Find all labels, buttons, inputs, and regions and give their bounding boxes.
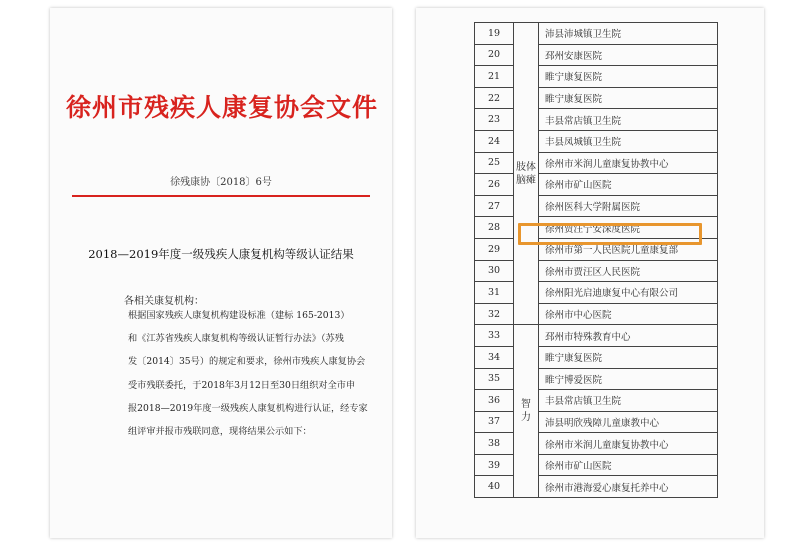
row-number: 35 xyxy=(475,368,514,390)
table-row xyxy=(475,109,718,131)
row-number: 23 xyxy=(475,109,514,131)
table-row xyxy=(475,325,718,347)
row-number: 25 xyxy=(475,152,514,174)
category-cell xyxy=(514,23,539,325)
institution-name: 徐州市贾汪区人民医院 xyxy=(539,260,718,282)
institution-name: 徐州市米润儿童康复协教中心 xyxy=(539,433,718,455)
category-label: 脑瘫 xyxy=(516,174,536,186)
row-number: 33 xyxy=(475,325,514,347)
institution-name: 睢宁博爱医院 xyxy=(539,368,718,390)
category-cell xyxy=(514,325,539,498)
row-number: 40 xyxy=(475,476,514,498)
institution-name: 徐州阳光启迪康复中心有限公司 xyxy=(539,282,718,304)
institution-name: 徐州市港海爱心康复托养中心 xyxy=(539,476,718,498)
institution-name: 沛县沛城镇卫生院 xyxy=(539,23,718,45)
institution-name: 丰县常店镇卫生院 xyxy=(539,109,718,131)
body-line: 根据国家残疾人康复机构建设标准（建标 165-2013） xyxy=(128,310,350,321)
table-row xyxy=(475,260,718,282)
row-number: 39 xyxy=(475,454,514,476)
row-number: 32 xyxy=(475,303,514,325)
row-number: 24 xyxy=(475,130,514,152)
document-salutation: 各相关康复机构： xyxy=(124,296,204,307)
table-row xyxy=(475,303,718,325)
table-row xyxy=(475,195,718,217)
institution-name: 丰县常店镇卫生院 xyxy=(539,390,718,412)
document-page-right xyxy=(416,8,764,538)
table-row xyxy=(475,44,718,66)
institution-name: 睢宁康复医院 xyxy=(539,346,718,368)
document-number: 徐残康协〔2018〕6号 xyxy=(170,177,272,188)
category-label: 肢体 xyxy=(516,161,536,173)
table-row xyxy=(475,390,718,412)
highlight-rectangle xyxy=(518,223,702,245)
table-row xyxy=(475,433,718,455)
body-line: 发〔2014〕35号）的规定和要求，徐州市残疾人康复协会 xyxy=(128,356,366,368)
table-row xyxy=(475,411,718,433)
institution-name: 睢宁康复医院 xyxy=(539,87,718,109)
institution-name: 徐州市矿山医院 xyxy=(539,454,718,476)
red-divider-line xyxy=(72,195,370,197)
table-row xyxy=(475,152,718,174)
row-number: 22 xyxy=(475,87,514,109)
table-row xyxy=(475,282,718,304)
category-label: 力 xyxy=(521,412,531,424)
row-number: 27 xyxy=(475,195,514,217)
body-line: 受市残联委托，于2018年3月12日至30日组织对全市申 xyxy=(128,379,356,391)
row-number: 38 xyxy=(475,433,514,455)
institution-name: 睢宁康复医院 xyxy=(539,66,718,88)
row-number: 19 xyxy=(475,23,514,45)
certification-table xyxy=(474,22,718,498)
body-line: 报2018—2019年度一级残疾人康复机构进行认证，经专家 xyxy=(128,402,368,414)
institution-name: 徐州市中心医院 xyxy=(539,303,718,325)
table-row xyxy=(475,346,718,368)
row-number: 30 xyxy=(475,260,514,282)
table-row xyxy=(475,476,718,498)
institution-name: 丰县凤城镇卫生院 xyxy=(539,130,718,152)
body-line: 组评审并报市残联同意，现将结果公示如下： xyxy=(128,425,312,437)
table-row xyxy=(475,23,718,45)
institution-name: 邳州市特殊教育中心 xyxy=(539,325,718,347)
institution-name: 徐州市矿山医院 xyxy=(539,174,718,196)
body-line: 和《江苏省残疾人康复机构等级认证暂行办法》（苏残 xyxy=(128,333,344,345)
document-subtitle: 2018—2019年度一级残疾人康复机构等级认证结果 xyxy=(88,247,354,261)
table-row xyxy=(475,368,718,390)
category-label: 智 xyxy=(521,399,531,411)
row-number: 29 xyxy=(475,238,514,260)
table-row xyxy=(475,66,718,88)
institution-name: 沛县明欣残障儿童康教中心 xyxy=(539,411,718,433)
document-title: 徐州市残疾人康复协会文件 xyxy=(66,93,379,122)
table-row xyxy=(475,174,718,196)
row-number: 21 xyxy=(475,66,514,88)
row-number: 34 xyxy=(475,346,514,368)
table-row xyxy=(475,454,718,476)
row-number: 31 xyxy=(475,282,514,304)
table-row xyxy=(475,87,718,109)
row-number: 37 xyxy=(475,411,514,433)
row-number: 20 xyxy=(475,44,514,66)
institution-name: 徐州市第一人民医院儿童康复部 xyxy=(539,238,718,260)
document-body xyxy=(128,304,383,443)
institution-name: 徐州医科大学附属医院 xyxy=(539,195,718,217)
row-number: 36 xyxy=(475,390,514,412)
table-row xyxy=(475,130,718,152)
institution-name: 邳州安康医院 xyxy=(539,44,718,66)
row-number: 28 xyxy=(475,217,514,239)
institution-name: 徐州贾汪宁安深度医院 xyxy=(539,217,718,239)
row-number: 26 xyxy=(475,174,514,196)
institution-name: 徐州市米润儿童康复协教中心 xyxy=(539,152,718,174)
document-page-left xyxy=(50,8,392,538)
